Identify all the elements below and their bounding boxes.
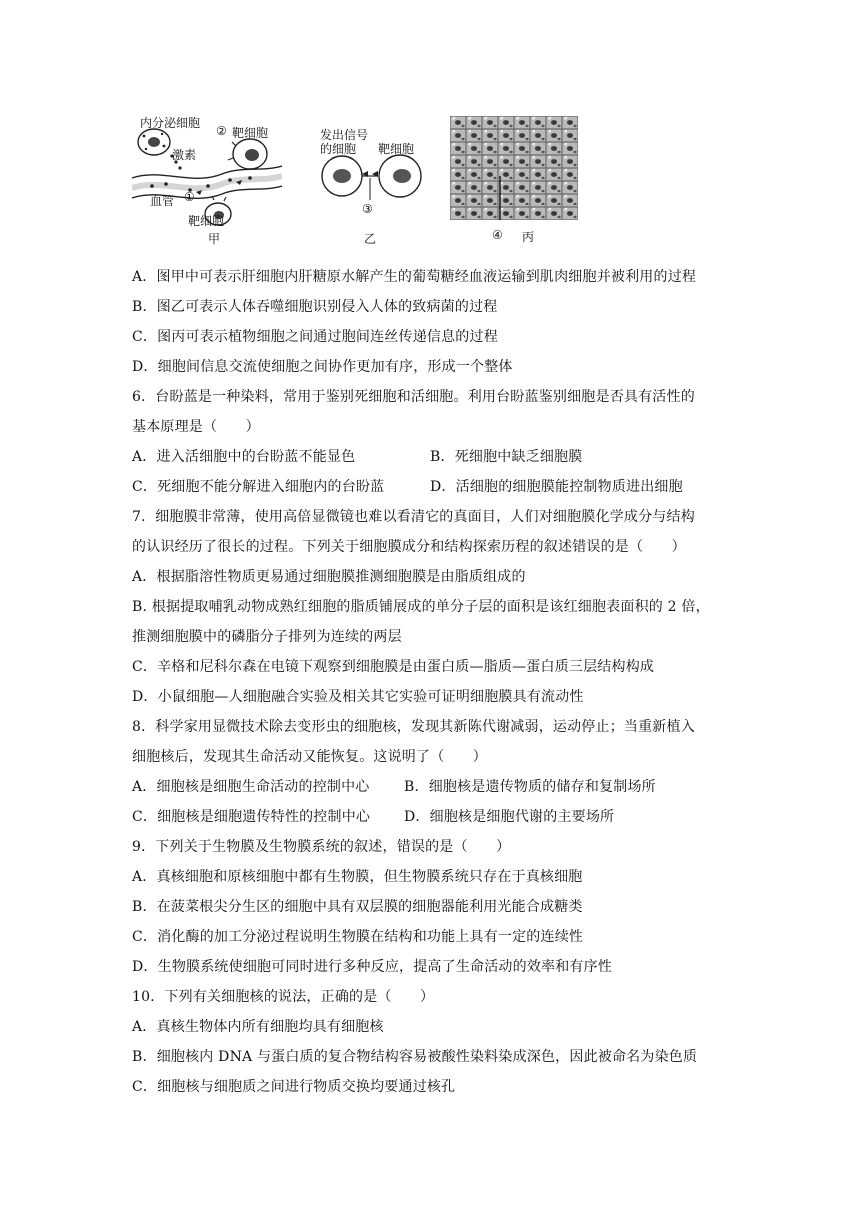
- label-target-cell-bottom: 靶细胞: [188, 214, 225, 228]
- q8-option-d: D．细胞核是细胞代谢的主要场所: [404, 809, 615, 825]
- q5-option-c: C．图丙可表示植物细胞之间通过胞间连丝传递信息的过程: [132, 329, 498, 345]
- q7-stem-line1: 7．细胞膜非常薄，使用高倍显微镜也难以看清它的真面目，人们对细胞膜化学成分与结构: [132, 509, 695, 525]
- q6-options-row2: [132, 472, 732, 502]
- q10-option-b: B．细胞核内 DNA 与蛋白质的复合物结构容易被酸性染料染成深色，因此被命名为染色质: [132, 1049, 698, 1065]
- q7-stem-line2: 的认识经历了很长的过程。下列关于细胞膜成分和结构探索历程的叙述错误的是（ ）: [132, 539, 686, 555]
- q6-option-d: D．活细胞的细胞膜能控制物质进出细胞: [430, 479, 683, 495]
- q6-option-a: A．进入活细胞中的台盼蓝不能显色: [132, 449, 356, 465]
- question-text: [132, 262, 732, 1102]
- q7-option-b-line1: B. 根据提取哺乳动物成熟红细胞的脂质铺展成的单分子层的面积是该红细胞表面积的 2 倍，: [132, 599, 710, 615]
- label-blood-vessel: 血管: [150, 194, 175, 208]
- caption-bing: 丙: [522, 230, 535, 244]
- q7-option-d: D．小鼠细胞—人细胞融合实验及相关其它实验可证明细胞膜具有流动性: [132, 689, 584, 705]
- q9-option-d: D．生物膜系统使细胞可同时进行多种反应，提高了生命活动的效率和有序性: [132, 959, 613, 975]
- q10-stem: 10．下列有关细胞核的说法，正确的是（ ）: [132, 989, 435, 1005]
- q7-option-b-line2: 推测细胞膜中的磷脂分子排列为连续的两层: [132, 629, 402, 645]
- q9-stem: 9．下列关于生物膜及生物膜系统的叙述，错误的是（ ）: [132, 839, 511, 855]
- q6-option-b: B．死细胞中缺乏细胞膜: [430, 449, 583, 465]
- q8-options-row2: [132, 802, 732, 832]
- q8-option-a: A．细胞核是细胞生命活动的控制中心: [132, 779, 370, 795]
- q6-stem-line1: 6．台盼蓝是一种染料，常用于鉴别死细胞和活细胞。利用台盼蓝鉴别细胞是否具有活性的: [132, 389, 695, 405]
- figure-jia: [132, 112, 282, 252]
- label-num3: ③: [362, 202, 373, 216]
- figure-bing-micrograph: [450, 116, 578, 220]
- label-num1: ①: [184, 190, 195, 204]
- label-target-cell-yi: 靶细胞: [378, 142, 415, 156]
- label-num4: ④: [492, 228, 503, 242]
- q6-options-row1: [132, 442, 732, 472]
- q6-stem-line2: 基本原理是（ ）: [132, 419, 260, 435]
- label-endocrine-cell: 内分泌细胞: [140, 116, 201, 130]
- q9-option-b: B．在菠菜根尖分生区的细胞中具有双层膜的细胞器能利用光能合成糖类: [132, 899, 583, 915]
- q5-option-b: B．图乙可表示人体吞噬细胞识别侵入人体的致病菌的过程: [132, 299, 498, 315]
- q7-option-c: C．辛格和尼科尔森在电镜下观察到细胞膜是由蛋白质—脂质—蛋白质三层结构构成: [132, 659, 655, 675]
- figure-row: [132, 112, 592, 252]
- label-signal-cell-1: 发出信号: [320, 128, 369, 142]
- label-num2: ②: [216, 124, 227, 138]
- q8-options-row1: [132, 772, 732, 802]
- q8-stem-line2: 细胞核后，发现其生命活动又能恢复。这说明了（ ）: [132, 749, 487, 765]
- caption-yi: 乙: [364, 232, 377, 246]
- label-hormone: 激素: [172, 148, 197, 162]
- q10-option-c: C．细胞核与细胞质之间进行物质交换均要通过核孔: [132, 1079, 456, 1095]
- q5-option-d: D．细胞间信息交流使细胞之间协作更加有序，形成一个整体: [132, 359, 513, 375]
- q7-option-a: A．根据脂溶性物质更易通过细胞膜推测细胞膜是由脂质组成的: [132, 569, 526, 585]
- q9-option-a: A．真核细胞和原核细胞中都有生物膜，但生物膜系统只存在于真核细胞: [132, 869, 583, 885]
- figure-yi: [316, 112, 436, 252]
- q6-option-c: C．死细胞不能分解进入细胞内的台盼蓝: [132, 479, 385, 495]
- q9-option-c: C．消化酶的加工分泌过程说明生物膜在结构和功能上具有一定的连续性: [132, 929, 584, 945]
- caption-jia: 甲: [208, 232, 221, 246]
- q8-option-b: B．细胞核是遗传物质的储存和复制场所: [404, 779, 656, 795]
- q5-option-a: A．图甲中可表示肝细胞内肝糖原水解产生的葡萄糖经血液运输到肌肉细胞并被利用的过程: [132, 269, 697, 285]
- q10-option-a: A．真核生物体内所有细胞均具有细胞核: [132, 1019, 384, 1035]
- q8-stem-line1: 8．科学家用显微技术除去变形虫的细胞核，发现其新陈代谢减弱，运动停止；当重新植入: [132, 719, 695, 735]
- label-signal-cell-2: 的细胞: [320, 142, 357, 156]
- label-target-cell-top: 靶细胞: [232, 126, 269, 140]
- figure-bing: [450, 116, 592, 252]
- q8-option-c: C．细胞核是细胞遗传特性的控制中心: [132, 809, 371, 825]
